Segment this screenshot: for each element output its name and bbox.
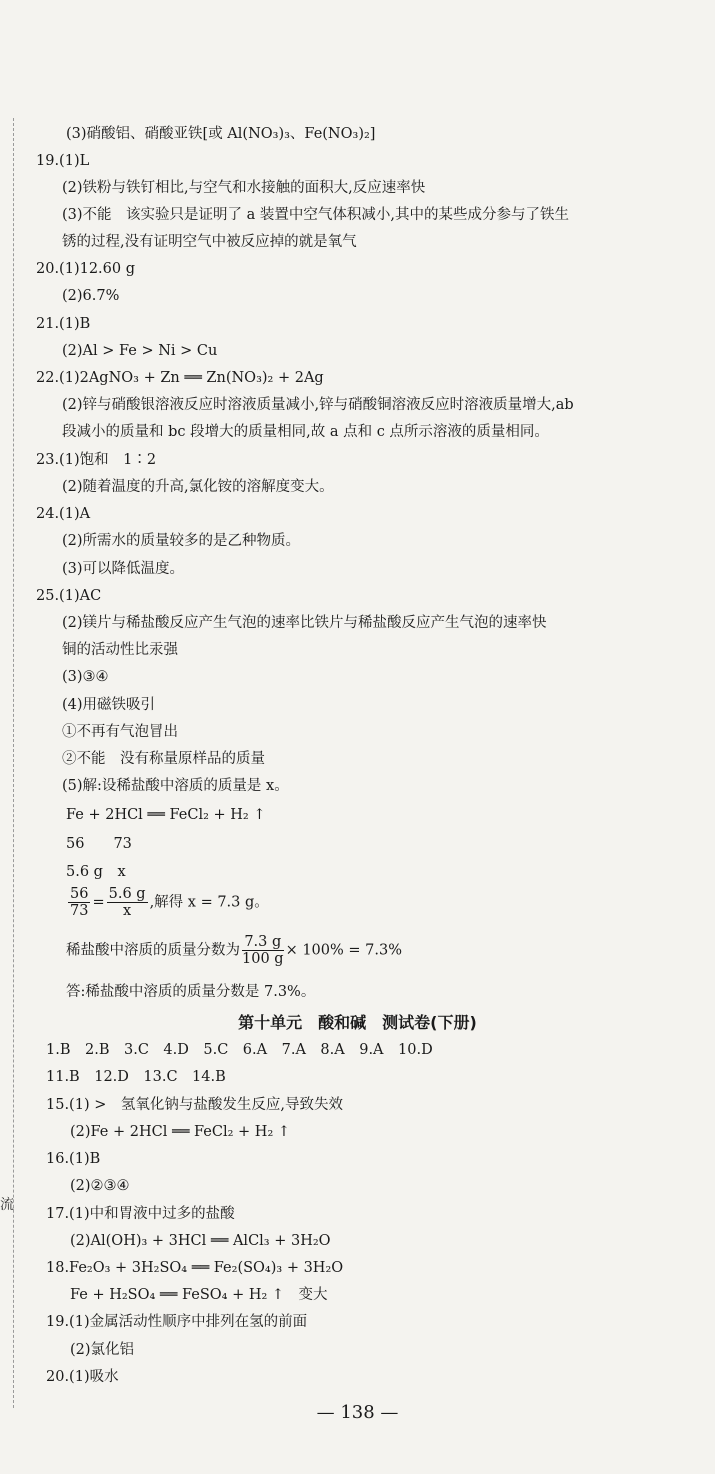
answer-line: 24.(1)A bbox=[36, 506, 91, 522]
answer-line: (2)Fe + 2HCl ══ FeCl₂ + H₂ ↑ bbox=[70, 1124, 291, 1140]
answer-line: (2)锌与硝酸银溶液反应时溶液质量减小,锌与硝酸铜溶液反应时溶液质量增大,ab bbox=[62, 397, 574, 413]
answer-line: 21.(1)B bbox=[36, 316, 91, 332]
ratio-equation: $\frac{56}{73}$ = $\frac{5.6 g}{x}$ ,解得 x = 7.3 g。 bbox=[70, 886, 269, 919]
answer-line: (2)所需水的质量较多的是乙种物质。 bbox=[62, 533, 301, 549]
page-number: — 138 — bbox=[316, 1402, 399, 1423]
answer-line: (2)氯化铝 bbox=[70, 1342, 135, 1358]
answer-line: (3)不能 该实验只是证明了 a 装置中空气体积减小,其中的某些成分参与了铁生 bbox=[62, 207, 570, 223]
fraction: $\frac{56}{73}$ bbox=[70, 886, 89, 919]
binding-dashed-line bbox=[13, 118, 14, 1408]
answer-line: 段减小的质量和 bc 段增大的质量相同,故 a 点和 c 点所示溶液的质量相同。 bbox=[62, 424, 549, 440]
answer-line: 19.(1)L bbox=[36, 153, 90, 169]
answer-line: 22.(1)2AgNO₃ + Zn ══ Zn(NO₃)₂ + 2Ag bbox=[36, 370, 324, 386]
fraction: $\frac{7.3 g}{100 g}$ bbox=[242, 934, 284, 967]
answer-line: 锈的过程,没有证明空气中被反应掉的就是氧气 bbox=[62, 234, 357, 250]
answer-line: 25.(1)AC bbox=[36, 588, 102, 604]
fraction: $\frac{5.6 g}{x}$ bbox=[108, 886, 146, 919]
answer-line: (2)Al(OH)₃ + 3HCl ══ AlCl₃ + 3H₂O bbox=[70, 1233, 331, 1249]
answer-line: 11.B 12.D 13.C 14.B bbox=[46, 1069, 226, 1085]
mass-fraction-line: 稀盐酸中溶质的质量分数为 $\frac{7.3 g}{100 g}$ × 100% = 7.3% bbox=[66, 934, 402, 967]
answer-line: (2)6.7% bbox=[62, 288, 120, 304]
answer-line: (3)可以降低温度。 bbox=[62, 561, 185, 577]
conclusion-line: 答:稀盐酸中溶质的质量分数是 7.3%。 bbox=[66, 984, 316, 1000]
answer-line: 15.(1) > 氢氧化钠与盐酸发生反应,导致失效 bbox=[46, 1097, 343, 1113]
answer-line: (3)硝酸铝、硝酸亚铁[或 Al(NO₃)₃、Fe(NO₃)₂] bbox=[66, 126, 376, 142]
answer-line: 16.(1)B bbox=[46, 1151, 101, 1167]
answer-line: (4)用磁铁吸引 bbox=[62, 697, 156, 713]
answer-line: (3)③④ bbox=[62, 669, 109, 685]
answer-line: 20.(1)12.60 g bbox=[36, 261, 136, 277]
answer-line: (5)解:设稀盐酸中溶质的质量是 x。 bbox=[62, 778, 289, 794]
answer-line: 17.(1)中和胃液中过多的盐酸 bbox=[46, 1206, 235, 1222]
answer-line: ①不再有气泡冒出 bbox=[62, 724, 178, 740]
answer-line: 20.(1)吸水 bbox=[46, 1369, 119, 1385]
answer-line: 1.B 2.B 3.C 4.D 5.C 6.A 7.A 8.A 9.A 10.D bbox=[46, 1042, 433, 1058]
answer-line: (2)铁粉与铁钉相比,与空气和水接触的面积大,反应速率快 bbox=[62, 180, 426, 196]
answer-line: 18.Fe₂O₃ + 3H₂SO₄ ══ Fe₂(SO₄)₃ + 3H₂O bbox=[46, 1260, 344, 1276]
margin-character: 流 bbox=[0, 1197, 14, 1213]
answer-line: (2)Al > Fe > Ni > Cu bbox=[62, 343, 218, 359]
mass-value-line: 5.6 g x bbox=[66, 864, 126, 880]
answer-line: Fe + H₂SO₄ ══ FeSO₄ + H₂ ↑ 变大 bbox=[70, 1287, 328, 1303]
answer-line: ②不能 没有称量原样品的质量 bbox=[62, 751, 265, 767]
answer-line: (2)②③④ bbox=[70, 1178, 130, 1194]
answer-line: (2)随着温度的升高,氯化铵的溶解度变大。 bbox=[62, 479, 334, 495]
mass-ratio-line: 56 73 bbox=[66, 836, 132, 852]
answer-line: 铜的活动性比汞强 bbox=[62, 642, 178, 658]
answer-line: (2)镁片与稀盐酸反应产生气泡的速率比铁片与稀盐酸反应产生气泡的速率快 bbox=[62, 615, 547, 631]
section-heading: 第十单元 酸和碱 测试卷(下册) bbox=[238, 1013, 477, 1032]
answer-line: 23.(1)饱和 1∶2 bbox=[36, 452, 157, 468]
equation-line: Fe + 2HCl ══ FeCl₂ + H₂ ↑ bbox=[66, 807, 266, 823]
answer-line: 19.(1)金属活动性顺序中排列在氢的前面 bbox=[46, 1314, 308, 1330]
